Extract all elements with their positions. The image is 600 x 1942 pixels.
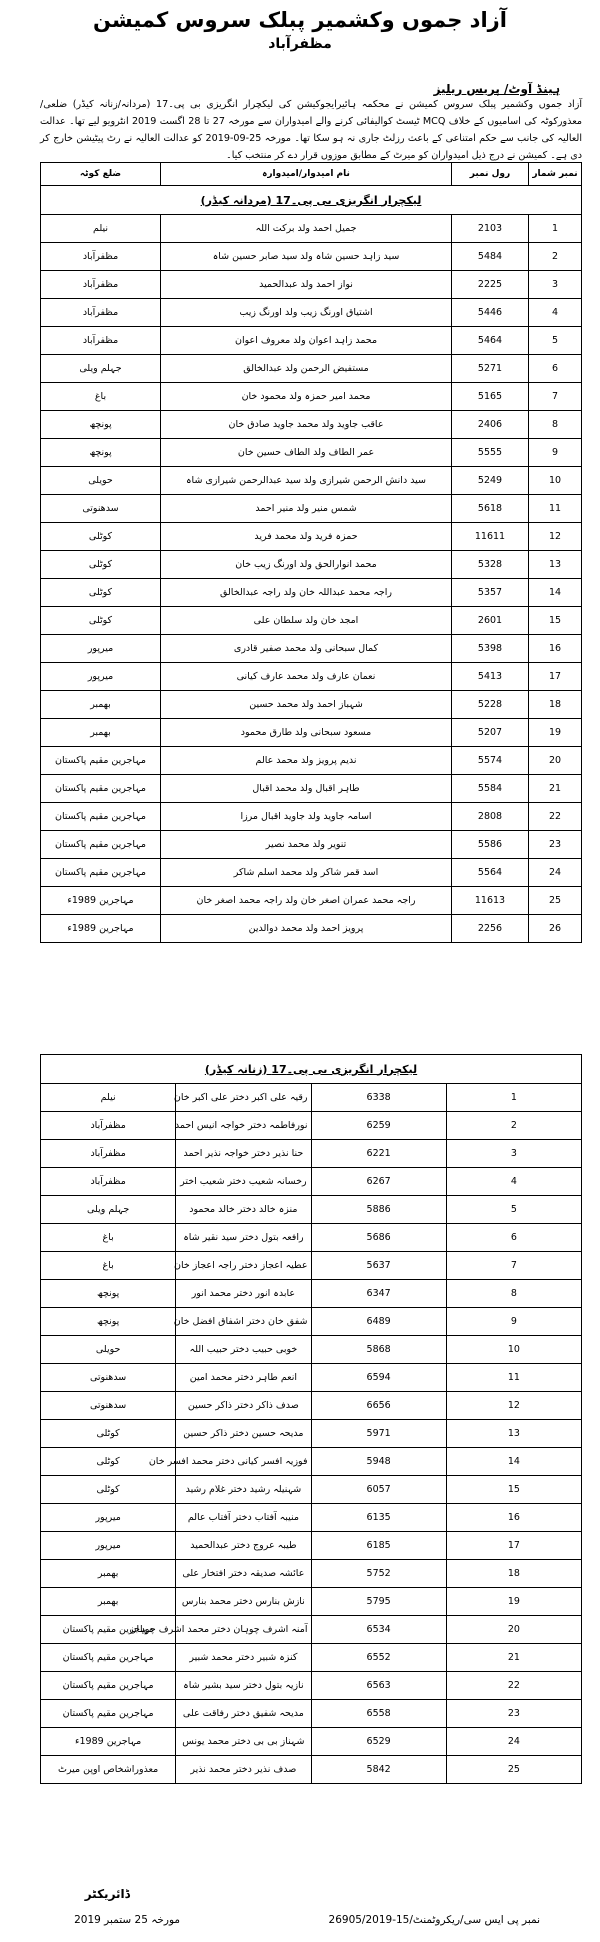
serial-cell: 3	[529, 271, 582, 299]
district-quota-cell: بھمبر	[41, 719, 161, 747]
table-row	[41, 1392, 582, 1420]
district-quota-cell: سدھنوتی	[41, 495, 161, 523]
district-quota-cell: سدھنوتی	[41, 1364, 176, 1392]
candidate-name-cell: کمال سبحانی ولد محمد صفیر قادری	[161, 635, 452, 663]
district-quota-cell: باغ	[41, 383, 161, 411]
candidate-name-cell: نازش بنارس دختر محمد بنارس	[176, 1588, 311, 1616]
table-row	[41, 1532, 582, 1560]
serial-cell: 19	[529, 719, 582, 747]
roll-number-cell: 5795	[311, 1588, 446, 1616]
district-quota-cell: مہاجرین مقیم پاکستان	[41, 803, 161, 831]
district-quota-cell: پونچھ	[41, 1308, 176, 1336]
district-quota-cell: مہاجرین مقیم پاکستان	[41, 859, 161, 887]
table-row	[41, 215, 582, 243]
roll-number-cell: 6563	[311, 1672, 446, 1700]
table-row	[41, 411, 582, 439]
district-quota-cell: کوٹلی	[41, 1448, 176, 1476]
table-row	[41, 299, 582, 327]
roll-number-cell: 6338	[311, 1084, 446, 1112]
candidate-name-cell: تنویر ولد محمد نصیر	[161, 831, 452, 859]
table-row	[41, 1196, 582, 1224]
roll-number-cell: 5464	[452, 327, 529, 355]
header-serial: نمبر شمار	[529, 163, 582, 186]
candidate-name-cell: انعم طاہر دختر محمد امین	[176, 1364, 311, 1392]
roll-number-cell: 5618	[452, 495, 529, 523]
candidate-name-cell: راجہ محمد عمران اصغر خان ولد راجہ محمد اصغر خان	[161, 887, 452, 915]
district-quota-cell: مظفرآباد	[41, 1140, 176, 1168]
district-quota-cell: سدھنوتی	[41, 1392, 176, 1420]
roll-number-cell: 5584	[452, 775, 529, 803]
table-row	[41, 579, 582, 607]
results-table-female	[40, 1054, 582, 1784]
table-row	[41, 1224, 582, 1252]
table-row	[41, 831, 582, 859]
results-table-male	[40, 162, 582, 943]
serial-cell: 13	[446, 1420, 581, 1448]
serial-cell: 7	[529, 383, 582, 411]
district-quota-cell: مہاجرین مقیم پاکستان	[41, 1700, 176, 1728]
serial-cell: 12	[529, 523, 582, 551]
roll-number-cell: 5446	[452, 299, 529, 327]
table-row	[41, 327, 582, 355]
section-title-row	[41, 186, 582, 215]
serial-cell: 6	[529, 355, 582, 383]
district-quota-cell: مظفرآباد	[41, 243, 161, 271]
table-row	[41, 1448, 582, 1476]
serial-cell: 11	[529, 495, 582, 523]
district-quota-cell: بھمبر	[41, 691, 161, 719]
candidate-name-cell: شفق خان دختر اشفاق افضل خان	[176, 1308, 311, 1336]
serial-cell: 24	[446, 1728, 581, 1756]
roll-number-cell: 2225	[452, 271, 529, 299]
serial-cell: 9	[529, 439, 582, 467]
roll-number-cell: 2406	[452, 411, 529, 439]
district-quota-cell: بھمبر	[41, 1588, 176, 1616]
serial-cell: 18	[446, 1560, 581, 1588]
serial-cell: 12	[446, 1392, 581, 1420]
district-quota-cell: مظفرآباد	[41, 1168, 176, 1196]
candidate-name-cell: نازیہ بتول دختر سید بشیر شاہ	[176, 1672, 311, 1700]
serial-cell: 10	[529, 467, 582, 495]
roll-number-cell: 5868	[311, 1336, 446, 1364]
table-row	[41, 1588, 582, 1616]
serial-cell: 14	[446, 1448, 581, 1476]
header-name: نام امیدوار/امیدوارہ	[161, 163, 452, 186]
serial-cell: 16	[446, 1504, 581, 1532]
district-quota-cell: کوٹلی	[41, 607, 161, 635]
serial-cell: 18	[529, 691, 582, 719]
commission-title: آزاد جموں وکشمیر پبلک سروس کمیشن	[93, 8, 507, 32]
district-quota-cell: میرپور	[41, 635, 161, 663]
candidate-name-cell: عابدہ انور دختر محمد انور	[176, 1280, 311, 1308]
serial-cell: 7	[446, 1252, 581, 1280]
serial-cell: 20	[446, 1616, 581, 1644]
roll-number-cell: 6185	[311, 1532, 446, 1560]
serial-cell: 10	[446, 1336, 581, 1364]
serial-cell: 15	[529, 607, 582, 635]
roll-number-cell: 5842	[311, 1756, 446, 1784]
roll-number-cell: 5971	[311, 1420, 446, 1448]
roll-number-cell: 2601	[452, 607, 529, 635]
table-row	[41, 439, 582, 467]
district-quota-cell: کوٹلی	[41, 579, 161, 607]
candidate-name-cell: رخسانہ شعیب دختر شعیب اختر	[176, 1168, 311, 1196]
table-row	[41, 1168, 582, 1196]
commission-city: مظفرآباد	[268, 36, 332, 52]
district-quota-cell: پونچھ	[41, 411, 161, 439]
table-row	[41, 1252, 582, 1280]
district-quota-cell: کوٹلی	[41, 1476, 176, 1504]
table-row	[41, 803, 582, 831]
table-row	[41, 1504, 582, 1532]
signatory: ڈائریکٹر	[84, 1887, 130, 1901]
table-row	[41, 775, 582, 803]
candidate-name-cell: طاہر اقبال ولد محمد اقبال	[161, 775, 452, 803]
serial-cell: 2	[446, 1112, 581, 1140]
candidate-name-cell: کنزہ شبیر دختر محمد شبیر	[176, 1644, 311, 1672]
serial-cell: 14	[529, 579, 582, 607]
serial-cell: 23	[446, 1700, 581, 1728]
roll-number-cell: 6489	[311, 1308, 446, 1336]
table-row	[41, 1700, 582, 1728]
candidate-name-cell: پرویز احمد ولد محمد دوالدین	[161, 915, 452, 943]
serial-cell: 4	[446, 1168, 581, 1196]
table-row	[41, 1644, 582, 1672]
table-row	[41, 859, 582, 887]
roll-number-cell: 5413	[452, 663, 529, 691]
candidate-name-cell: مدیحہ حسین دختر ذاکر حسین	[176, 1420, 311, 1448]
district-quota-cell: مہاجرین مقیم پاکستان	[41, 1616, 176, 1644]
serial-cell: 16	[529, 635, 582, 663]
candidate-name-cell: سید دانش الرحمن شیرازی ولد سید عبدالرحمن شیرازی شاہ	[161, 467, 452, 495]
candidate-name-cell: شہناز بی بی دختر محمد یونس	[176, 1728, 311, 1756]
district-quota-cell: پونچھ	[41, 439, 161, 467]
serial-cell: 25	[529, 887, 582, 915]
district-quota-cell: میرپور	[41, 1532, 176, 1560]
roll-number-cell: 5228	[452, 691, 529, 719]
serial-cell: 17	[446, 1532, 581, 1560]
table-row	[41, 1728, 582, 1756]
serial-cell: 23	[529, 831, 582, 859]
candidate-name-cell: نعمان عارف ولد محمد عارف کیانی	[161, 663, 452, 691]
candidate-name-cell: نواز احمد ولد عبدالحمید	[161, 271, 452, 299]
candidate-name-cell: خوبی حبیب دختر حبیب اللہ	[176, 1336, 311, 1364]
district-quota-cell: مہاجرین مقیم پاکستان	[41, 1672, 176, 1700]
district-quota-cell: باغ	[41, 1252, 176, 1280]
district-quota-cell: مظفرآباد	[41, 299, 161, 327]
district-quota-cell: مظفرآباد	[41, 271, 161, 299]
district-quota-cell: پونچھ	[41, 1280, 176, 1308]
table-row	[41, 1140, 582, 1168]
serial-cell: 6	[446, 1224, 581, 1252]
roll-number-cell: 5328	[452, 551, 529, 579]
serial-cell: 25	[446, 1756, 581, 1784]
handout-heading: ہینڈ آوٹ/ پریس ریلیز	[433, 82, 560, 96]
serial-cell: 20	[529, 747, 582, 775]
intro-paragraph: آزاد جموں وکشمیر پبلک سروس کمیشن نے محکمہ ہائیرایجوکیشن کی لیکچرار انگریزی بی پی۔17 (مردانہ/زنانہ کیڈر) ضلعی/معذورکوٹہ کی اسامیوں کے خلاف MCQ ٹیسٹ کوالیفائی کرنے والے امیدواران سے مورخہ 27 تا 28 اگست 2019 انٹرویو لیے تھا۔ عدالت العالیہ کی جانب سے حکم امتناعی کے باعث رزلٹ جاری نہ ہو سکا تھا۔ مورخہ 25-09-2019 کو عدالت العالیہ نے رٹ پیٹیشن خارج کر دی ہے۔ کمیشن نے درج ذیل امیدواران کو میرٹ کے مطابق موزوں قرار دے کر منتخب کیا۔	[40, 99, 583, 161]
issue-date: مورخہ 25 ستمبر 2019	[74, 1914, 180, 1926]
roll-number-cell: 6259	[311, 1112, 446, 1140]
district-quota-cell: حویلی	[41, 1336, 176, 1364]
candidate-name-cell: شمس منیر ولد منیر احمد	[161, 495, 452, 523]
table-row	[41, 1616, 582, 1644]
table-row	[41, 691, 582, 719]
candidate-name-cell: محمد انوارالحق ولد اورنگ زیب خان	[161, 551, 452, 579]
roll-number-cell: 5357	[452, 579, 529, 607]
table-row	[41, 1476, 582, 1504]
serial-cell: 11	[446, 1364, 581, 1392]
roll-number-cell: 5484	[452, 243, 529, 271]
candidate-name-cell: منیبہ آفتاب دختر آفتاب عالم	[176, 1504, 311, 1532]
district-quota-cell: جہلم ویلی	[41, 1196, 176, 1224]
header-roll: رول نمبر	[452, 163, 529, 186]
district-quota-cell: نیلم	[41, 215, 161, 243]
roll-number-cell: 5574	[452, 747, 529, 775]
male-rows	[41, 186, 582, 943]
serial-cell: 26	[529, 915, 582, 943]
district-quota-cell: مہاجرین 1989ء	[41, 887, 161, 915]
table-row	[41, 719, 582, 747]
table-row	[41, 1364, 582, 1392]
candidate-name-cell: امجد خان ولد سلطان علی	[161, 607, 452, 635]
serial-cell: 1	[446, 1084, 581, 1112]
candidate-name-cell: عمر الطاف ولد الطاف حسین خان	[161, 439, 452, 467]
serial-cell: 15	[446, 1476, 581, 1504]
candidate-name-cell: مستفیض الرحمن ولد عبدالخالق	[161, 355, 452, 383]
candidate-name-cell: شہنیلہ رشید دختر غلام رشید	[176, 1476, 311, 1504]
serial-cell: 1	[529, 215, 582, 243]
table-row	[41, 663, 582, 691]
candidate-name-cell: طیبہ عروج دختر عبدالحمید	[176, 1532, 311, 1560]
roll-number-cell: 5207	[452, 719, 529, 747]
candidate-name-cell: صدف نذیر دختر محمد نذیر	[176, 1756, 311, 1784]
candidate-name-cell: عاقب جاوید ولد محمد جاوید صادق خان	[161, 411, 452, 439]
candidate-name-cell: آمنہ اشرف چوہان دختر محمد اشرف چوہان	[176, 1616, 311, 1644]
roll-number-cell: 11613	[452, 887, 529, 915]
district-quota-cell: مظفرآباد	[41, 327, 161, 355]
table-row	[41, 1308, 582, 1336]
table-row	[41, 523, 582, 551]
serial-cell: 8	[529, 411, 582, 439]
candidate-name-cell: محمد زاہد اعوان ولد معروف اعوان	[161, 327, 452, 355]
roll-number-cell: 6135	[311, 1504, 446, 1532]
roll-number-cell: 6552	[311, 1644, 446, 1672]
roll-number-cell: 5249	[452, 467, 529, 495]
table-header-row	[41, 163, 582, 186]
district-quota-cell: مہاجرین مقیم پاکستان	[41, 831, 161, 859]
serial-cell: 5	[529, 327, 582, 355]
roll-number-cell: 5555	[452, 439, 529, 467]
roll-number-cell: 2808	[452, 803, 529, 831]
table-row	[41, 1280, 582, 1308]
roll-number-cell: 6347	[311, 1280, 446, 1308]
roll-number-cell: 5586	[452, 831, 529, 859]
candidate-name-cell: محمد امیر حمزہ ولد محمود خان	[161, 383, 452, 411]
table-row	[41, 607, 582, 635]
candidate-name-cell: اسامہ جاوید ولد جاوید اقبال مرزا	[161, 803, 452, 831]
serial-cell: 13	[529, 551, 582, 579]
district-quota-cell: مہاجرین مقیم پاکستان	[41, 775, 161, 803]
table-row	[41, 355, 582, 383]
female-rows	[41, 1055, 582, 1784]
candidate-name-cell: صدف ذاکر دختر ذاکر حسین	[176, 1392, 311, 1420]
roll-number-cell: 6558	[311, 1700, 446, 1728]
table-row	[41, 1560, 582, 1588]
candidate-name-cell: رافعہ بتول دختر سید نقیر شاہ	[176, 1224, 311, 1252]
serial-cell: 24	[529, 859, 582, 887]
candidate-name-cell: راجہ محمد عبداللہ خان ولد راجہ عبدالخالق	[161, 579, 452, 607]
roll-number-cell: 5398	[452, 635, 529, 663]
serial-cell: 22	[446, 1672, 581, 1700]
roll-number-cell: 5564	[452, 859, 529, 887]
candidate-name-cell: حمزہ فرید ولد محمد فرید	[161, 523, 452, 551]
district-quota-cell: حویلی	[41, 467, 161, 495]
district-quota-cell: کوٹلی	[41, 1420, 176, 1448]
table-row	[41, 635, 582, 663]
roll-number-cell: 6594	[311, 1364, 446, 1392]
district-quota-cell: کوٹلی	[41, 551, 161, 579]
roll-number-cell: 6534	[311, 1616, 446, 1644]
serial-cell: 8	[446, 1280, 581, 1308]
district-quota-cell: میرپور	[41, 663, 161, 691]
roll-number-cell: 2256	[452, 915, 529, 943]
district-quota-cell: مہاجرین 1989ء	[41, 915, 161, 943]
candidate-name-cell: فوزیہ افسر کیانی دختر محمد افسر خان	[176, 1448, 311, 1476]
roll-number-cell: 5271	[452, 355, 529, 383]
roll-number-cell: 6057	[311, 1476, 446, 1504]
roll-number-cell: 11611	[452, 523, 529, 551]
table-row	[41, 243, 582, 271]
table-row	[41, 467, 582, 495]
candidate-name-cell: شہباز احمد ولد محمد حسین	[161, 691, 452, 719]
candidate-name-cell: مدیحہ شفیق دختر رفاقت علی	[176, 1700, 311, 1728]
serial-cell: 21	[446, 1644, 581, 1672]
table-row	[41, 1672, 582, 1700]
serial-cell: 21	[529, 775, 582, 803]
table-row	[41, 915, 582, 943]
table-row	[41, 1756, 582, 1784]
roll-number-cell: 5637	[311, 1252, 446, 1280]
candidate-name-cell: جمیل احمد ولد برکت اللہ	[161, 215, 452, 243]
candidate-name-cell: نورفاطمہ دختر خواجہ انیس احمد	[176, 1112, 311, 1140]
table-row	[41, 1336, 582, 1364]
table-row	[41, 1084, 582, 1112]
serial-cell: 19	[446, 1588, 581, 1616]
table-row	[41, 1420, 582, 1448]
district-quota-cell: بھمبر	[41, 1560, 176, 1588]
roll-number-cell: 6656	[311, 1392, 446, 1420]
section-title-row	[41, 1055, 582, 1084]
table-row	[41, 1112, 582, 1140]
roll-number-cell: 5948	[311, 1448, 446, 1476]
district-quota-cell: معذوراشخاص اوپن میرٹ	[41, 1756, 176, 1784]
district-quota-cell: مہاجرین مقیم پاکستان	[41, 1644, 176, 1672]
serial-cell: 22	[529, 803, 582, 831]
candidate-name-cell: سید زاہد حسین شاہ ولد سید صابر حسین شاہ	[161, 243, 452, 271]
reference-number: نمبر پی ایس سی/ریکروٹمنٹ/15-26905/2019	[328, 1914, 540, 1926]
candidate-name-cell: عائشہ صدیقہ دختر افتخار علی	[176, 1560, 311, 1588]
table-row	[41, 887, 582, 915]
roll-number-cell: 6221	[311, 1140, 446, 1168]
district-quota-cell: مظفرآباد	[41, 1112, 176, 1140]
roll-number-cell: 5686	[311, 1224, 446, 1252]
table-row	[41, 495, 582, 523]
district-quota-cell: جہلم ویلی	[41, 355, 161, 383]
district-quota-cell: مہاجرین 1989ء	[41, 1728, 176, 1756]
section-title-male: لیکچرار انگریزی بی پی۔17 (مردانہ کیڈر)	[41, 186, 582, 215]
table-row	[41, 747, 582, 775]
roll-number-cell: 6267	[311, 1168, 446, 1196]
serial-cell: 3	[446, 1140, 581, 1168]
candidate-name-cell: ندیم پرویز ولد محمد عالم	[161, 747, 452, 775]
candidate-name-cell: رقیہ علی اکبر دختر علی اکبر خان	[176, 1084, 311, 1112]
roll-number-cell: 5752	[311, 1560, 446, 1588]
candidate-name-cell: حنا نذیر دختر خواجہ نذیر احمد	[176, 1140, 311, 1168]
candidate-name-cell: اشتیاق اورنگ زیب ولد اورنگ زیب	[161, 299, 452, 327]
serial-cell: 17	[529, 663, 582, 691]
candidate-name-cell: مسعود سبحانی ولد طارق محمود	[161, 719, 452, 747]
serial-cell: 2	[529, 243, 582, 271]
table-row	[41, 551, 582, 579]
district-quota-cell: مہاجرین مقیم پاکستان	[41, 747, 161, 775]
candidate-name-cell: عطیہ اعجاز دختر راجہ اعجاز خان	[176, 1252, 311, 1280]
roll-number-cell: 5165	[452, 383, 529, 411]
serial-cell: 5	[446, 1196, 581, 1224]
district-quota-cell: نیلم	[41, 1084, 176, 1112]
serial-cell: 4	[529, 299, 582, 327]
candidate-name-cell: اسد قمر شاکر ولد محمد اسلم شاکر	[161, 859, 452, 887]
candidate-name-cell: منزہ خالد دختر خالد محمود	[176, 1196, 311, 1224]
section-title-female: لیکچرار انگریزی بی پی۔17 (زنانہ کیڈر)	[41, 1055, 582, 1084]
district-quota-cell: باغ	[41, 1224, 176, 1252]
roll-number-cell: 5886	[311, 1196, 446, 1224]
district-quota-cell: کوٹلی	[41, 523, 161, 551]
header-district: ضلع کوٹہ	[41, 163, 161, 186]
roll-number-cell: 6529	[311, 1728, 446, 1756]
table-row	[41, 271, 582, 299]
table-row	[41, 383, 582, 411]
roll-number-cell: 2103	[452, 215, 529, 243]
district-quota-cell: میرپور	[41, 1504, 176, 1532]
serial-cell: 9	[446, 1308, 581, 1336]
